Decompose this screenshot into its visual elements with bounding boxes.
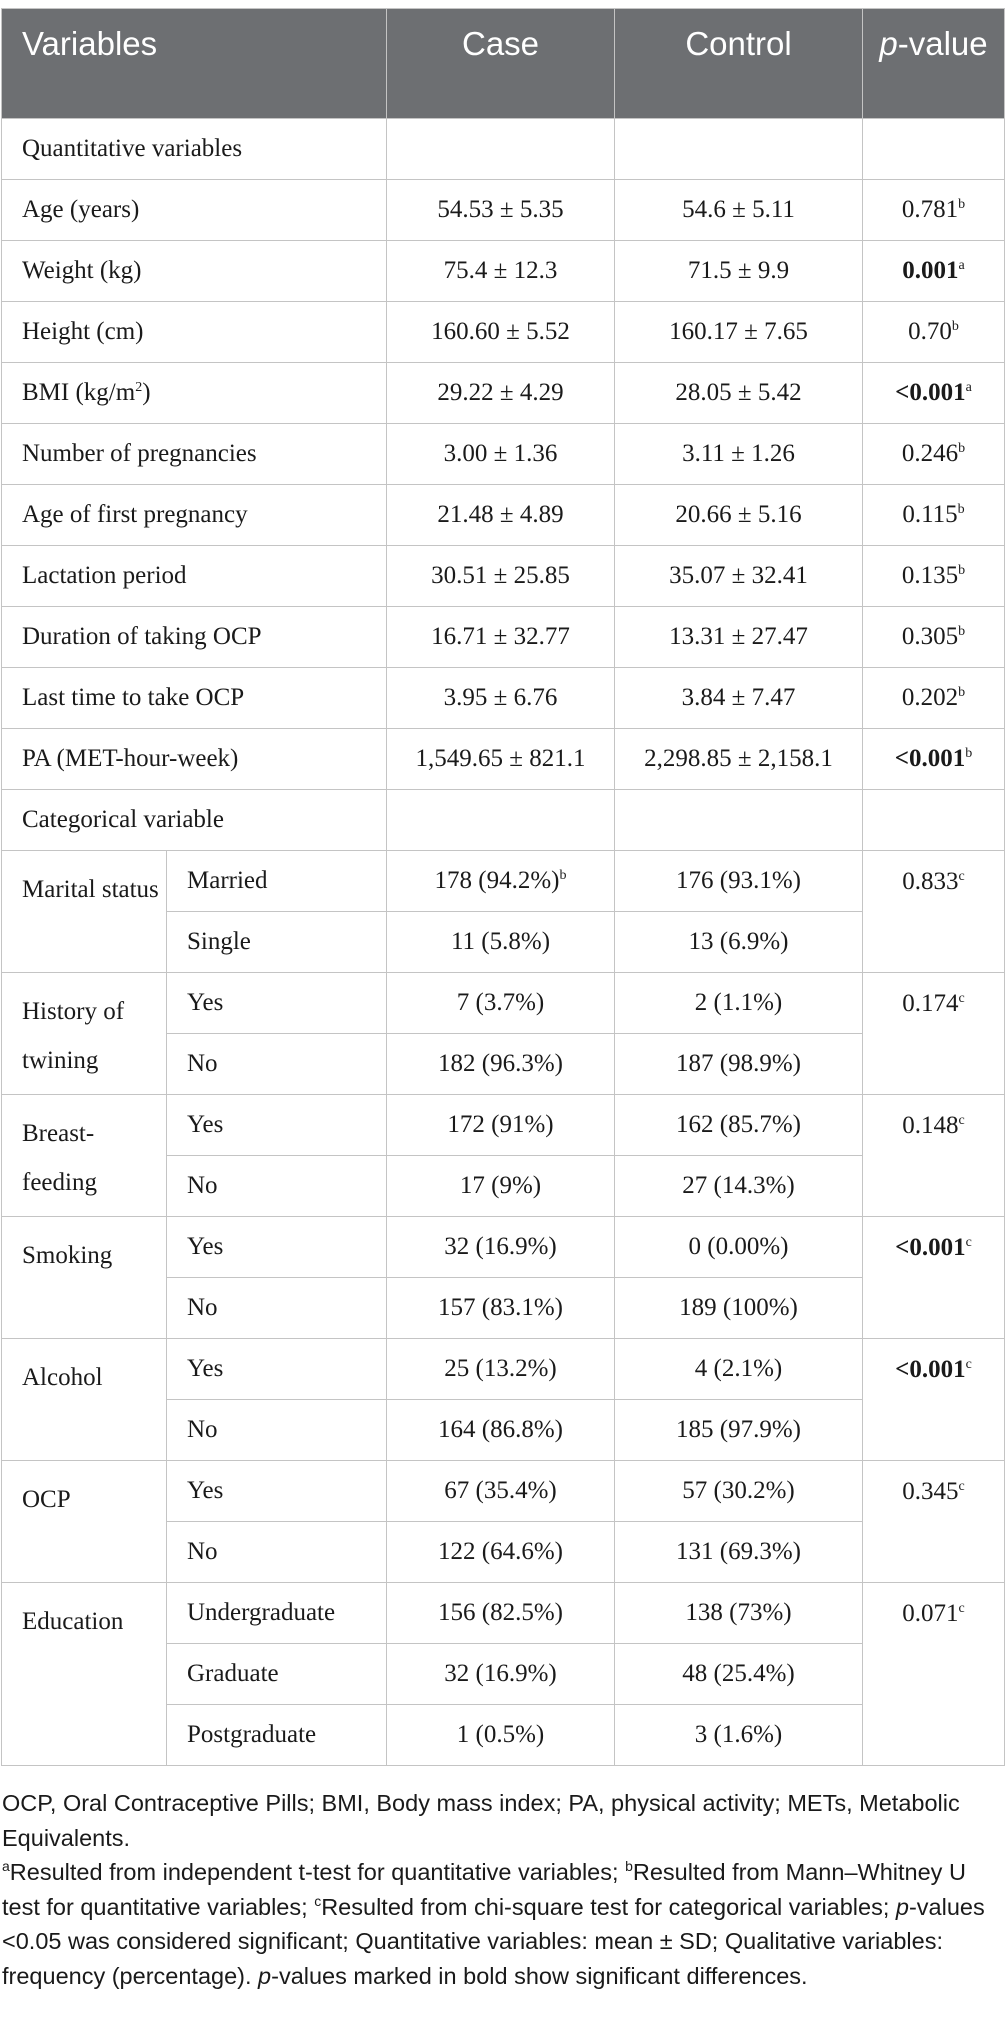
variable-label-text: Lactation period: [22, 562, 187, 589]
p-value: [863, 1339, 1005, 1461]
p-value-text: 0.70: [908, 318, 952, 345]
control-value: 2 (1.1%): [615, 973, 863, 1034]
category-label: Undergraduate: [167, 1583, 387, 1644]
variable-label-text: PA (MET-hour-week): [22, 745, 239, 772]
category-label: Yes: [167, 1339, 387, 1400]
case-value: 75.4 ± 12.3: [387, 241, 615, 302]
characteristics-table: [1, 8, 1005, 1766]
superscript: b: [958, 563, 966, 578]
case-value-text: 32 (16.9%): [444, 1233, 557, 1260]
control-value: 131 (69.3%): [615, 1522, 863, 1583]
p-value-text: 0.115: [902, 501, 958, 528]
footnote-notes: $^a$Resulted from independent t-test for quantitative variables; $^b$Resulted from Mann–Whitney U test for quantitative variables; $^c$Resulted from chi-square test for categorical variables; p-values <0.05 was considered significant; Quantitative variables: mean ± SD; Qualitative variables: frequency (percentage). p-values marked in bold show significant differences.: [2, 1858, 985, 1989]
variable-label: [2, 546, 387, 607]
table-body: [2, 119, 1005, 1766]
p-value-text: 0.833: [902, 868, 959, 895]
control-value: 176 (93.1%): [615, 851, 863, 912]
p-value-text: 0.135: [901, 562, 959, 589]
case-value-text: 11 (5.8%): [450, 928, 551, 955]
case-value-text: 32 (16.9%): [444, 1660, 557, 1687]
case-value: [387, 1278, 615, 1339]
case-value: [387, 1217, 615, 1278]
control-value: 162 (85.7%): [615, 1095, 863, 1156]
p-value: [863, 1583, 1005, 1766]
case-value-text: 25 (13.2%): [444, 1355, 557, 1382]
p-value: [863, 302, 1005, 363]
case-value: 21.48 ± 4.89: [387, 485, 615, 546]
table-row: [2, 546, 1005, 607]
case-value: 3.95 ± 6.76: [387, 668, 615, 729]
header-p-value: p-value: [863, 9, 1005, 119]
table-row: [2, 668, 1005, 729]
category-label: Yes: [167, 1095, 387, 1156]
table-row: [2, 180, 1005, 241]
case-value-text: 157 (83.1%): [438, 1294, 563, 1321]
case-value: [387, 1522, 615, 1583]
p-value-text: 0.174: [902, 990, 959, 1017]
case-value: [387, 1644, 615, 1705]
p-value-text: <0.001: [895, 1234, 966, 1261]
footnote-abbreviations: OCP, Oral Contraceptive Pills; BMI, Body mass index; PA, physical activity; METs, Metabolic Equivalents.: [2, 1790, 960, 1851]
case-value-text: 122 (64.6%): [438, 1538, 563, 1565]
group-label: OCP: [2, 1461, 167, 1583]
case-value: 30.51 ± 25.85: [387, 546, 615, 607]
section-categorical: Categorical variable: [2, 790, 387, 851]
control-value: 3.11 ± 1.26: [615, 424, 863, 485]
superscript: b: [958, 685, 966, 700]
case-value: 3.00 ± 1.36: [387, 424, 615, 485]
variable-label-text: Weight (kg): [22, 257, 142, 284]
control-value: 0 (0.00%): [615, 1217, 863, 1278]
case-value-text: 182 (96.3%): [438, 1050, 563, 1077]
p-value-text: 0.071: [902, 1600, 959, 1627]
category-label: Postgraduate: [167, 1705, 387, 1766]
superscript: b: [965, 746, 973, 761]
case-value: 160.60 ± 5.52: [387, 302, 615, 363]
case-value: 29.22 ± 4.29: [387, 363, 615, 424]
case-value: [387, 1705, 615, 1766]
variable-label: [2, 729, 387, 790]
table-row: [2, 424, 1005, 485]
p-value: [863, 241, 1005, 302]
superscript: b: [951, 319, 959, 334]
category-label: Yes: [167, 1217, 387, 1278]
p-value-text: 0.305: [901, 623, 959, 650]
control-value: 71.5 ± 9.9: [615, 241, 863, 302]
group-label: Marital status: [2, 851, 167, 973]
category-label: Yes: [167, 1461, 387, 1522]
p-value: [863, 973, 1005, 1095]
superscript: c: [958, 869, 965, 884]
variable-label: [2, 485, 387, 546]
category-label: Single: [167, 912, 387, 973]
superscript: c: [958, 1601, 965, 1616]
group-label: Breast-feeding: [2, 1095, 167, 1217]
p-value: [863, 1217, 1005, 1339]
control-value: 13 (6.9%): [615, 912, 863, 973]
superscript: b: [958, 624, 966, 639]
table-row: [2, 851, 1005, 912]
category-label: Graduate: [167, 1644, 387, 1705]
category-label: Yes: [167, 973, 387, 1034]
case-value-text: 67 (35.4%): [444, 1477, 557, 1504]
control-value: 28.05 ± 5.42: [615, 363, 863, 424]
p-value: [863, 607, 1005, 668]
p-value: [863, 485, 1005, 546]
category-label: No: [167, 1400, 387, 1461]
header-case: Case: [387, 9, 615, 119]
case-value-text: 164 (86.8%): [438, 1416, 563, 1443]
category-label: No: [167, 1522, 387, 1583]
empty-cell: [387, 790, 615, 851]
case-value: [387, 851, 615, 912]
table-row: [2, 363, 1005, 424]
case-value: [387, 1583, 615, 1644]
variable-label-text: Number of pregnancies: [22, 440, 257, 467]
variable-label: [2, 668, 387, 729]
section-row: [2, 790, 1005, 851]
control-value: 3.84 ± 7.47: [615, 668, 863, 729]
variable-label-text: BMI (kg/m: [22, 379, 136, 406]
superscript: b: [559, 868, 567, 883]
case-value: 54.53 ± 5.35: [387, 180, 615, 241]
superscript: c: [965, 1357, 972, 1372]
empty-cell: [615, 790, 863, 851]
variable-label: [2, 607, 387, 668]
category-label: No: [167, 1034, 387, 1095]
table-row: [2, 1583, 1005, 1644]
control-value: 4 (2.1%): [615, 1339, 863, 1400]
section-row: [2, 119, 1005, 180]
p-value-text: 0.246: [901, 440, 959, 467]
variable-label-tail: ): [142, 379, 151, 406]
case-value-text: 178 (94.2%): [434, 867, 560, 894]
empty-cell: [863, 119, 1005, 180]
control-value: 35.07 ± 32.41: [615, 546, 863, 607]
category-label: Married: [167, 851, 387, 912]
section-quantitative: Quantitative variables: [2, 119, 387, 180]
p-value: [863, 729, 1005, 790]
case-value-text: 156 (82.5%): [438, 1599, 563, 1626]
case-value: 1,549.65 ± 821.1: [387, 729, 615, 790]
header-row: [2, 9, 1005, 119]
table-row: [2, 1339, 1005, 1400]
case-value: [387, 1034, 615, 1095]
table-row: [2, 302, 1005, 363]
control-value: 185 (97.9%): [615, 1400, 863, 1461]
table-row: [2, 485, 1005, 546]
p-value: [863, 1461, 1005, 1583]
variable-label-text: Last time to take OCP: [22, 684, 245, 711]
superscript: b: [958, 441, 966, 456]
superscript: c: [958, 1479, 965, 1494]
superscript: c: [958, 1113, 965, 1128]
p-value: [863, 424, 1005, 485]
empty-cell: [863, 790, 1005, 851]
case-value-text: 1 (0.5%): [456, 1721, 545, 1748]
control-value: 54.6 ± 5.11: [615, 180, 863, 241]
case-value: [387, 912, 615, 973]
case-value: [387, 1095, 615, 1156]
control-value: 48 (25.4%): [615, 1644, 863, 1705]
table-footnotes: [0, 1766, 992, 1993]
control-value: 20.66 ± 5.16: [615, 485, 863, 546]
p-value-text: 0.781: [901, 196, 959, 223]
table-row: [2, 1461, 1005, 1522]
p-value-text: 0.148: [902, 1112, 959, 1139]
p-value-text: 0.202: [901, 684, 959, 711]
variable-label: [2, 241, 387, 302]
variable-label-text: Duration of taking OCP: [22, 623, 262, 650]
header-control: Control: [615, 9, 863, 119]
variable-label: [2, 180, 387, 241]
p-value-text: <0.001: [895, 379, 966, 406]
case-value-text: 172 (91%): [447, 1111, 554, 1138]
p-value: [863, 546, 1005, 607]
superscript: a: [958, 258, 965, 273]
superscript: b: [958, 197, 966, 212]
table-row: [2, 1217, 1005, 1278]
table-row: [2, 729, 1005, 790]
variable-label-text: Age (years): [22, 196, 140, 223]
control-value: 13.31 ± 27.47: [615, 607, 863, 668]
case-value: [387, 973, 615, 1034]
superscript: a: [965, 380, 972, 395]
table-row: [2, 241, 1005, 302]
control-value: 57 (30.2%): [615, 1461, 863, 1522]
variable-label: [2, 424, 387, 485]
variable-label-text: Age of first pregnancy: [22, 501, 248, 528]
superscript: b: [957, 502, 965, 517]
table-row: [2, 607, 1005, 668]
control-value: 160.17 ± 7.65: [615, 302, 863, 363]
empty-cell: [387, 119, 615, 180]
group-label: Smoking: [2, 1217, 167, 1339]
group-label: Education: [2, 1583, 167, 1766]
p-value: [863, 1095, 1005, 1217]
p-value-text: 0.345: [902, 1478, 959, 1505]
category-label: No: [167, 1156, 387, 1217]
control-value: 189 (100%): [615, 1278, 863, 1339]
superscript: 2: [135, 380, 143, 395]
control-value: 187 (98.9%): [615, 1034, 863, 1095]
control-value: 138 (73%): [615, 1583, 863, 1644]
case-value-text: 7 (3.7%): [456, 989, 545, 1016]
case-value: [387, 1156, 615, 1217]
p-value-text: 0.001: [902, 257, 959, 284]
control-value: 27 (14.3%): [615, 1156, 863, 1217]
p-value: [863, 363, 1005, 424]
variable-label-text: Height (cm): [22, 318, 144, 345]
empty-cell: [615, 119, 863, 180]
variable-label: [2, 363, 387, 424]
case-value: [387, 1400, 615, 1461]
category-label: No: [167, 1278, 387, 1339]
p-value-text: <0.001: [894, 745, 966, 772]
p-value: [863, 180, 1005, 241]
table-row: [2, 973, 1005, 1034]
group-label: Alcohol: [2, 1339, 167, 1461]
superscript: c: [958, 991, 965, 1006]
table-row: [2, 1095, 1005, 1156]
case-value: [387, 1339, 615, 1400]
p-value: [863, 668, 1005, 729]
p-value-text: <0.001: [895, 1356, 966, 1383]
header-variables: Variables: [2, 9, 387, 119]
control-value: 3 (1.6%): [615, 1705, 863, 1766]
case-value: [387, 1461, 615, 1522]
variable-label: [2, 302, 387, 363]
control-value: 2,298.85 ± 2,158.1: [615, 729, 863, 790]
group-label: History of twining: [2, 973, 167, 1095]
superscript: c: [965, 1235, 972, 1250]
case-value-text: 17 (9%): [459, 1172, 542, 1199]
case-value: 16.71 ± 32.77: [387, 607, 615, 668]
p-value: [863, 851, 1005, 973]
